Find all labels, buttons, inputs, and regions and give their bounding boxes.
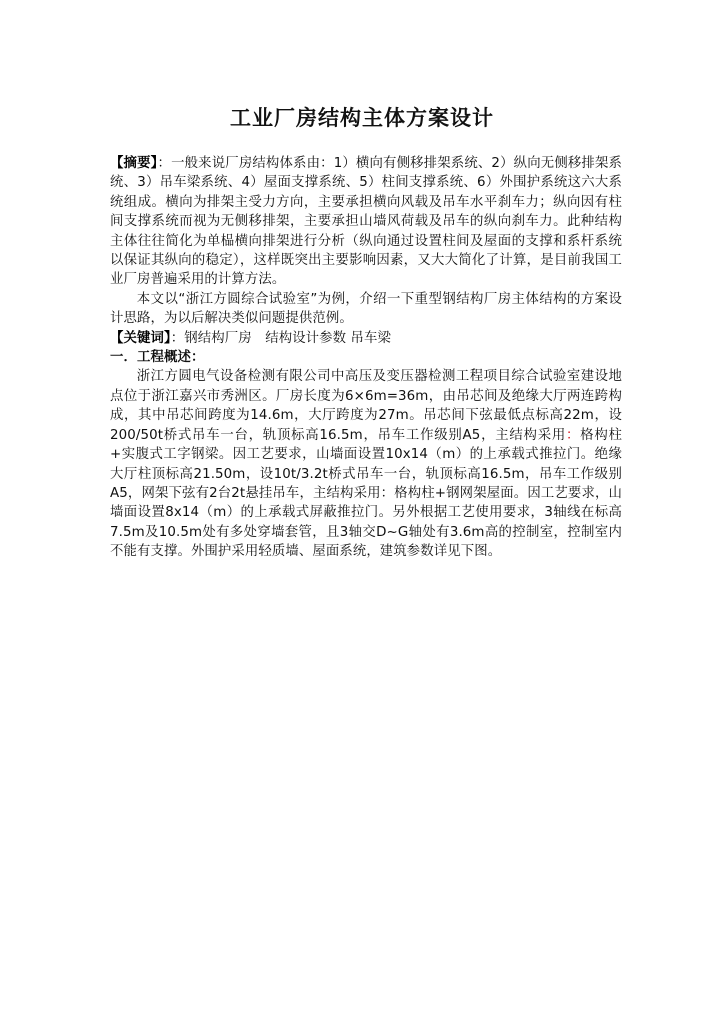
section-heading: 一．工程概述： <box>110 350 205 366</box>
abstract-colon: ： <box>157 156 172 171</box>
keywords-label: 【关键词】 <box>110 330 171 346</box>
abstract-label: 【摘要】 <box>110 156 158 171</box>
abstract-paragraph <box>110 154 622 290</box>
project-overview-paragraph <box>110 367 622 561</box>
keywords-text: 钢结构厂房 结构设计参数 吊车梁 <box>184 330 391 346</box>
overview-text-part2: 格构柱+实腹式工字钢梁。因工艺要求，山墙面设置10x14（m）的上承载式推拉门。绝缘大厅柱顶标高21.50m，设10t/3.2t桥式吊车一台，轨顶标高16.5m，吊车工作级别A5，网架下弦有2台2t悬挂吊车，主结构采用：格构柱+钢网架屋面。因工艺要求，山墙面设置8x14（m）的上承载式屏蔽推拉门。另外根据工艺使用要求，3轴线在标高7.5m及10.5m处有多处穿墙套管，且3轴交D~G轴处有3.6m高的控制室，控制室内不能有支撑。外围护采用轻质墙、屋面系统，建筑参数详见下图。 <box>110 427 622 560</box>
keywords-paragraph <box>110 329 622 348</box>
keywords-colon: ： <box>170 330 185 346</box>
intro-paragraph: 本文以“浙江方圆综合试验室”为例，介绍一下重型钢结构厂房主体结构的方案设计思路，为以后解决类似问题提供范例。 <box>110 291 622 327</box>
document-title: 工业厂房结构主体方案设计 <box>230 106 494 130</box>
overview-red-colon: ： <box>566 427 581 443</box>
overview-text-part1: 浙江方圆电气设备检测有限公司中高压及变压器检测工程项目综合试验室建设地点位于浙江嘉兴市秀洲区。厂房长度为6×6m=36m，由吊芯间及绝缘大厅两连跨构成，其中吊芯间跨度为14.6m，大厅跨度为27m。吊芯间下弦最低点标高22m，设200/50t桥式吊车一台，轨顶标高16.5m，吊车工作级别A5，主结构采用 <box>110 369 622 443</box>
abstract-text: 一般来说厂房结构体系由：1）横向有侧移排架系统、2）纵向无侧移排架系统、3）吊车梁系统、4）屋面支撑系统、5）柱间支撑系统、6）外围护系统这六大系统组成。横向为排架主受力方向，主要承担横向风载及吊车水平刹车力；纵向因有柱间支撑系统而视为无侧移排架，主要承担山墙风荷载及吊车的纵向刹车力。此种结构主体往往简化为单榀横向排架进行分析（纵向通过设置柱间及屋面的支撑和系杆系统以保证其纵向的稳定），这样既突出主要影响因素，又大大简化了计算，是目前我国工业厂房普遍采用的计算方法。 <box>110 156 623 288</box>
document-body <box>110 154 622 562</box>
